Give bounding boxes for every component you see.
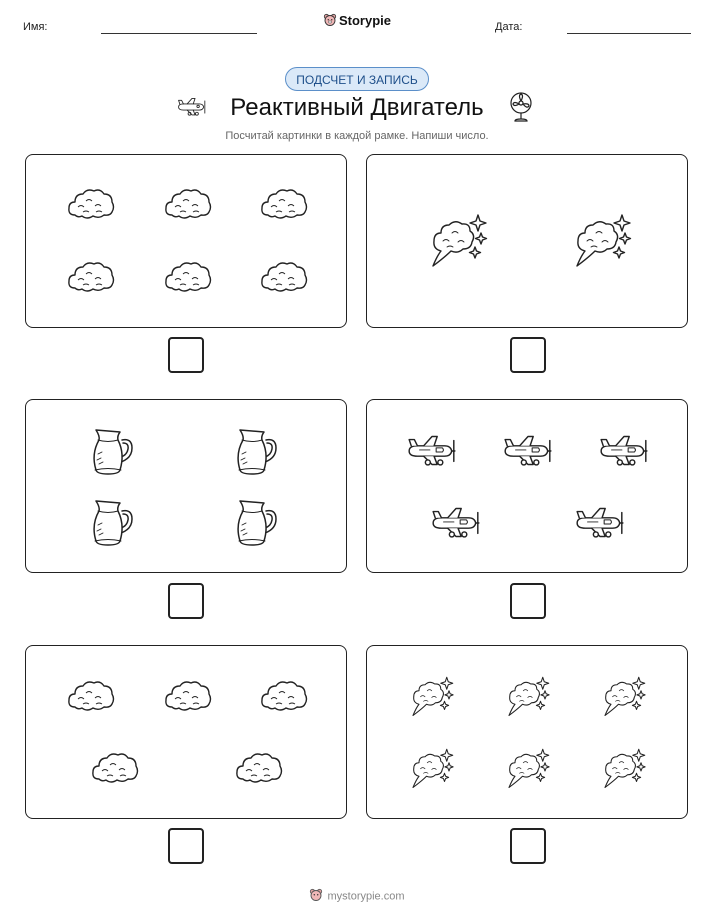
date-line[interactable]	[567, 33, 691, 34]
cloud-icon	[163, 185, 213, 223]
bear-icon	[323, 13, 337, 30]
smoke-puff-icon	[599, 746, 647, 790]
airplane-icon	[501, 432, 555, 470]
answer-box-5[interactable]	[168, 828, 204, 864]
counting-card-5	[25, 645, 347, 819]
smoke-puff-icon	[425, 211, 489, 269]
airplane-icon	[573, 504, 627, 542]
airplane-icon	[597, 432, 651, 470]
smoke-puff-icon	[503, 674, 551, 718]
category-badge: ПОДСЧЕТ И ЗАПИСЬ	[285, 67, 429, 91]
brand-logo	[0, 13, 714, 30]
counting-card-6	[366, 645, 688, 819]
counting-card-1	[25, 154, 347, 328]
name-label: Имя:	[23, 21, 48, 33]
airplane-icon	[429, 504, 483, 542]
cloud-icon	[259, 677, 309, 715]
pitcher-icon	[234, 497, 280, 547]
answer-box-1[interactable]	[168, 337, 204, 373]
date-label: Дата:	[495, 21, 523, 33]
footer-url[interactable]: mystorypie.com	[327, 890, 405, 903]
instructions: Посчитай картинки в каждой рамке. Напиши число.	[225, 130, 489, 142]
name-line[interactable]	[101, 33, 257, 34]
cloud-icon	[259, 258, 309, 296]
cloud-icon	[163, 677, 213, 715]
footer	[0, 888, 714, 905]
counting-card-2	[366, 154, 688, 328]
smoke-puff-icon	[599, 674, 647, 718]
cloud-icon	[66, 258, 116, 296]
fan-icon	[509, 91, 533, 128]
counting-card-4	[366, 399, 688, 573]
cloud-icon	[90, 749, 140, 787]
pitcher-icon	[234, 426, 280, 476]
cloud-icon	[66, 185, 116, 223]
smoke-puff-icon	[569, 211, 633, 269]
page-title: Реактивный Двигатель	[230, 94, 484, 121]
airplane-icon	[405, 432, 459, 470]
answer-box-4[interactable]	[510, 583, 546, 619]
smoke-puff-icon	[407, 674, 455, 718]
brand-name: Storypie	[338, 13, 391, 28]
cloud-icon	[234, 749, 284, 787]
cloud-icon	[259, 185, 309, 223]
answer-box-2[interactable]	[510, 337, 546, 373]
answer-box-6[interactable]	[510, 828, 546, 864]
bear-icon	[309, 888, 323, 905]
counting-card-3	[25, 399, 347, 573]
smoke-puff-icon	[407, 746, 455, 790]
cloud-icon	[66, 677, 116, 715]
pitcher-icon	[90, 426, 136, 476]
pitcher-icon	[90, 497, 136, 547]
answer-box-3[interactable]	[168, 583, 204, 619]
cloud-icon	[163, 258, 213, 296]
smoke-puff-icon	[503, 746, 551, 790]
